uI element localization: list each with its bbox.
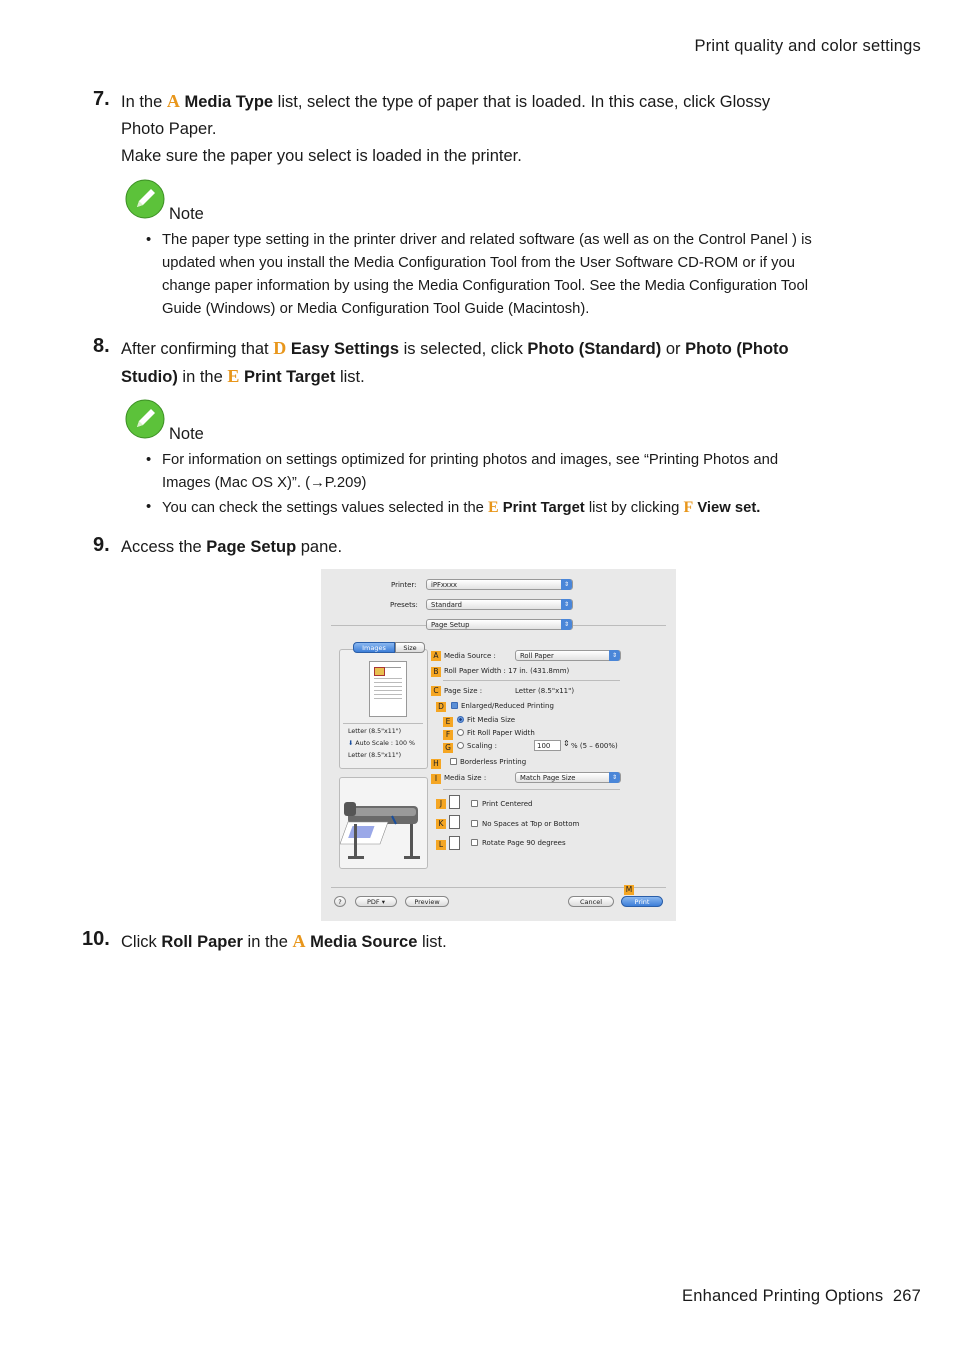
preview-line-3: Letter (8.5"x11") [348,752,402,759]
label-a: A [166,91,180,111]
tab-images[interactable]: Images [353,642,395,653]
badge-h: H [431,759,441,769]
page-size-label: Page Size : [444,687,483,695]
rotate-icon [449,836,460,850]
cancel-button[interactable]: Cancel [568,896,614,907]
printer-popup[interactable]: iPFxxxx ⇕ [426,579,573,590]
scaling-stepper[interactable]: ⇕ [563,739,570,748]
badge-c: C [431,686,441,696]
badge-a: A [431,651,441,661]
print-centered-icon [449,795,460,809]
step-9-text: Access the Page Setup pane. [121,538,343,556]
no-spaces-label: No Spaces at Top or Bottom [482,820,580,828]
footer-page-number: 267 [892,1287,921,1305]
preview-line-1: Letter (8.5"x11") [348,728,402,735]
page-setup-screenshot [321,569,676,921]
badge-m: M [625,885,633,894]
borderless-label: Borderless Printing [460,758,527,766]
badge-d: D [436,702,446,712]
badge-k: K [436,819,446,829]
fit-roll-label: Fit Roll Paper Width [467,729,535,737]
media-size-popup[interactable]: Match Page Size ⇕ [515,772,621,783]
fit-media-label: Fit Media Size [467,716,516,724]
step-10-number: 10. [82,928,110,950]
presets-label: Presets: [390,601,418,609]
page-footer [682,1287,921,1306]
step-8-text: After confirming that D Easy Settings is selected, click Photo (Standard) or Photo (Photo Studio) in the E Print Target list. [121,338,789,386]
note-2-label: Note [169,425,204,443]
badge-g: G [443,743,453,753]
badge-i: I [431,774,441,784]
no-spaces-checkbox[interactable] [471,820,478,827]
large-format-printer-icon [340,778,427,868]
badge-e: E [443,717,453,727]
print-centered-checkbox[interactable] [471,800,478,807]
preview-line-2: ⬇ Auto Scale : 100 % [348,740,415,747]
media-size-label: Media Size : [444,774,487,782]
note-2-bullet-1: • For information on settings optimized for printing photos and images, see “Printing Photos and Images (Mac OS X)”. (→P.209) [146,452,779,491]
presets-popup[interactable]: Standard ⇕ [426,599,573,610]
scaling-input[interactable]: 100 [534,740,561,751]
note-1-label: Note [169,205,204,223]
badge-l: L [436,840,446,850]
help-button[interactable]: ? [334,896,346,907]
step-8-number: 8. [93,335,110,357]
pdf-button[interactable]: PDF ▾ [355,896,397,907]
roll-width-text: Roll Paper Width : 17 in. (431.8mm) [444,667,570,675]
step-9-number: 9. [93,534,110,556]
printer-illustration [339,777,428,869]
rotate-checkbox[interactable] [471,839,478,846]
scaling-radio[interactable] [457,742,464,749]
note-pencil-icon [125,399,165,439]
rotate-label: Rotate Page 90 degrees [482,839,566,847]
enlarged-checkbox[interactable] [451,702,458,709]
scaling-range: % (5 – 600%) [571,742,618,750]
print-button[interactable]: Print [621,896,663,907]
step-7-text: In the A Media Type list, select the type of paper that is loaded. In this case, click Glossy Photo Paper. Make sure the paper you select is loaded in the printer. [121,91,771,165]
page-preview [369,661,407,717]
pane-popup[interactable]: Page Setup ⇕ [426,619,573,630]
step-10-text: Click Roll Paper in the A Media Source list. [121,931,447,951]
tab-size[interactable]: Size [395,642,425,653]
media-source-label: Media Source : [444,652,496,660]
page-size-value: Letter (8.5"x11") [515,687,575,695]
badge-j: J [436,799,446,809]
page-header: Print quality and color settings [694,37,921,55]
preview-button[interactable]: Preview [405,896,449,907]
note-2-bullet-2: • You can check the settings values selected in the E Print Target list by clicking F View set. [146,499,761,516]
footer-section: Enhanced Printing Options [681,1287,884,1305]
printer-label: Printer: [391,581,417,589]
no-spaces-icon [449,815,460,829]
fit-roll-radio[interactable] [457,729,464,736]
enlarged-label: Enlarged/Reduced Printing [461,702,554,710]
fit-media-radio[interactable] [457,716,464,723]
badge-f: F [443,730,453,740]
scaling-label: Scaling : [467,742,497,750]
media-source-popup[interactable]: Roll Paper ⇕ [515,650,621,661]
step-7-number: 7. [93,88,110,110]
note-pencil-icon [125,179,165,219]
borderless-checkbox[interactable] [450,758,457,765]
note-1-bullet: • The paper type setting in the printer driver and related software (as well as on the Control Panel ) is updated when you install the Media Configuration Tool from the User Software CD-ROM or if you change paper information by using the Media Configuration Tool. See the Media Configuration Tool Guide (Windows) or Media Configuration Tool Guide (Macintosh). [146,232,812,317]
badge-b: B [431,667,441,677]
print-centered-label: Print Centered [482,800,533,808]
